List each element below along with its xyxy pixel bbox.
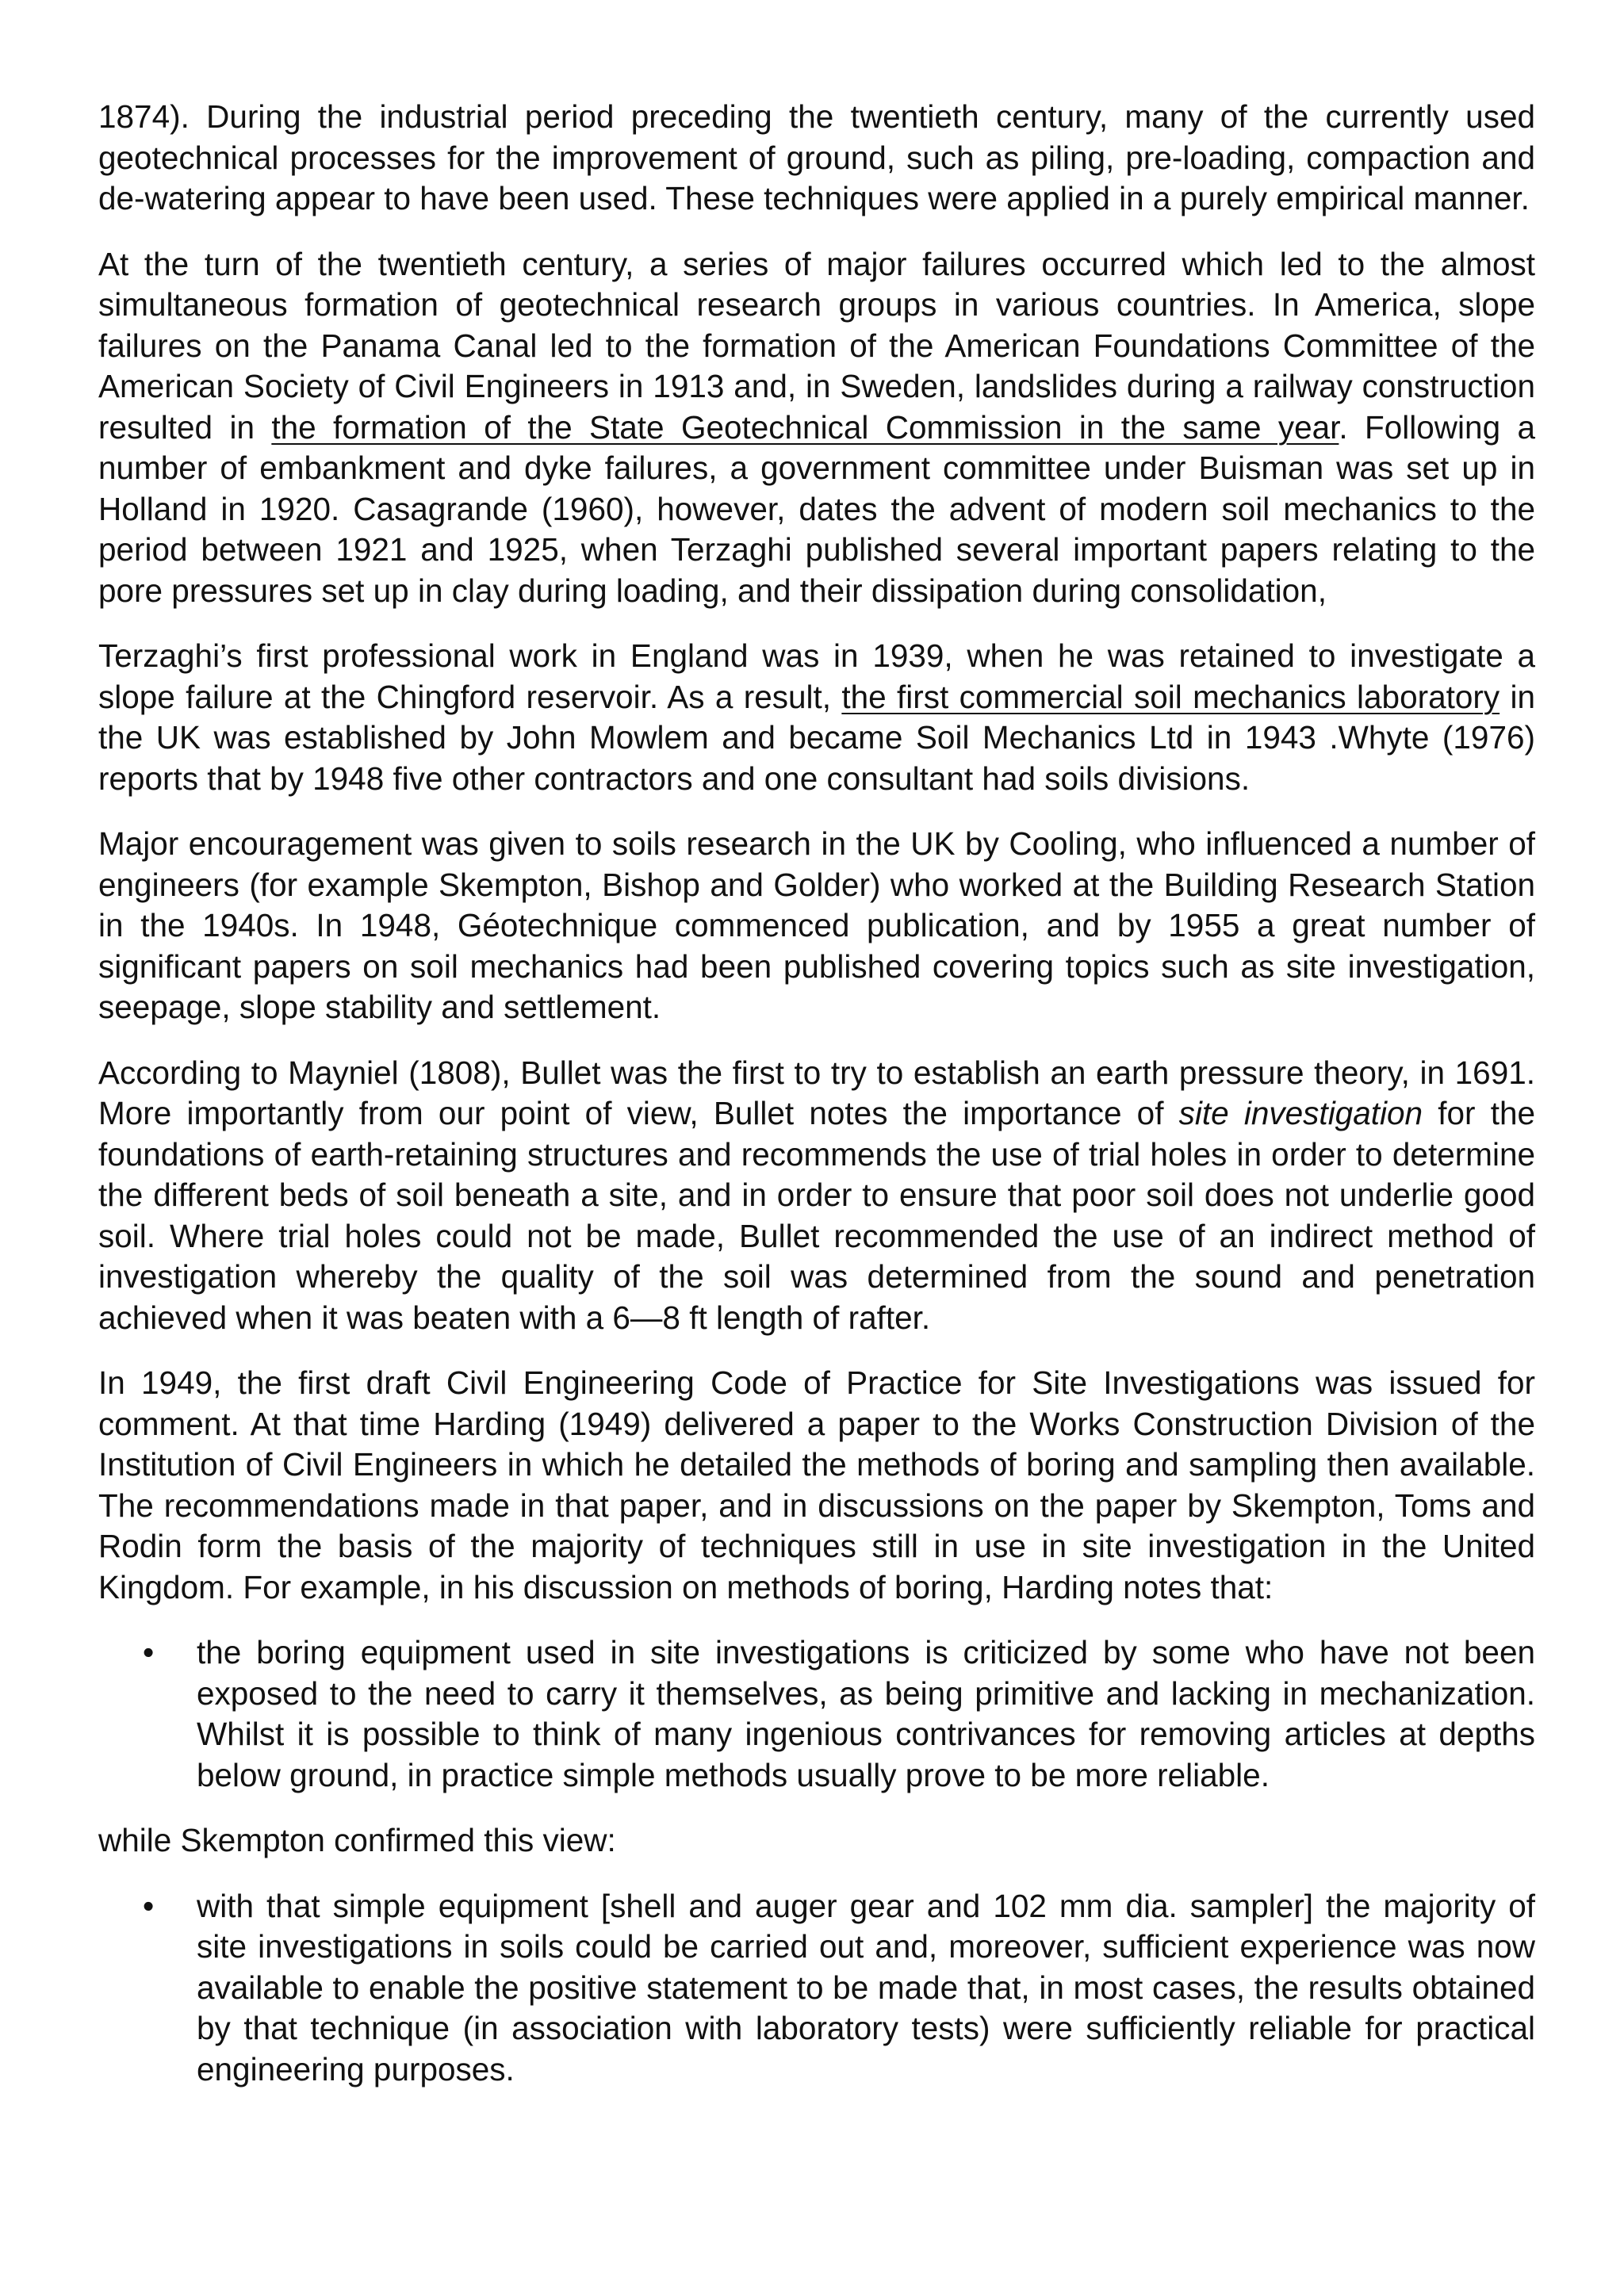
paragraph-terzaghi-england [98, 636, 1535, 799]
paragraph-skempton-confirmed: while Skempton confirmed this view: [98, 1822, 616, 1858]
paragraph-text: . Following a number of embankment and dyke failures, a government committee under Buisman was set up in Holland in 1920. Casagrande (1960), however, dates the advent of modern soil mechanics to the period between 1921 and 1925, when Terzaghi published several important papers relating to the pore pressures set up in clay during loading, and their dissipation during consolidation, [98, 408, 1535, 609]
bullet-icon: • [143, 1634, 155, 1670]
paragraph-text: According to Mayniel (1808), Bullet was the first to try to establish an earth pressure theory, in 1691. More importantly from our point of view, Bullet notes the importance of [98, 1054, 1535, 1131]
paragraph-text: in the UK was established by John Mowlem and became Soil Mechanics Ltd in 1943 .Whyte (1976) reports that by 1948 five other contractors and one consultant had soils divisions. [98, 678, 1535, 797]
paragraph-bullet-earth-pressure [98, 1053, 1535, 1339]
bullet-text-harding: the boring equipment used in site investigations is criticized by some who have not been exposed to the need to carry it themselves, as being primitive and lacking in mechanization. Whilst it is possible to think of many ingenious contrivances for removing articles at depths below ground, in practice simple methods usually prove to be more reliable. [197, 1634, 1535, 1793]
list-item [98, 1886, 1535, 2091]
paragraph-text: Terzaghi’s first professional work in England was in 1939, when he was retained to investigate a slope failure at the Chingford reservoir. As a result, [98, 637, 1535, 715]
paragraph-text: At the turn of the twentieth century, a series of major failures occurred which led to the almost simultaneous formation of geotechnical research groups in various countries. In America, slope failures on the Panama Canal led to the formation of the American Foundations Committee of the American Society of Civil Engineers in 1913 and, in Sweden, landslides during a railway construction resulted in [98, 245, 1535, 446]
italic-text: site investigation [1178, 1095, 1423, 1131]
paragraph-text: for the foundations of earth-retaining structures and recommends the use of trial holes in order to determine the different beds of soil beneath a site, and in order to ensure that poor soil does not underlie good soil. Where trial holes could not be made, Bullet recommended the use of an indirect method of investigation whereby the quality of the soil was determined from the sound and penetration achieved when it was beaten with a 6—8 ft length of rafter. [98, 1095, 1536, 1336]
underlined-text: the first commercial soil mechanics laboratory [841, 678, 1500, 715]
document-page [98, 97, 1535, 2114]
bullet-icon: • [143, 1887, 155, 1924]
paragraph-twentieth-century-failures [98, 244, 1535, 612]
paragraph-soils-research-uk: Major encouragement was given to soils research in the UK by Cooling, who influenced a number of engineers (for example Skempton, Bishop and Golder) who worked at the Building Research Station in the 1940s. In 1948, Géotechnique commenced publication, and by 1955 a great number of significant papers on soil mechanics had been published covering topics such as site investigation, seepage, slope stability and settlement. [98, 825, 1535, 1025]
list-item [98, 1632, 1535, 1796]
paragraph-code-of-practice: In 1949, the first draft Civil Engineering Code of Practice for Site Investigations was issued for comment. At that time Harding (1949) delivered a paper to the Works Construction Division of the Institution of Civil Engineers in which he detailed the methods of boring and sampling then available. The recommendations made in that paper, and in discussions on the paper by Skempton, Toms and Rodin form the basis of the majority of techniques still in use in site investigation in the United Kingdom. For example, in his discussion on methods of boring, Harding notes that: [98, 1364, 1535, 1605]
underlined-text: the formation of the State Geotechnical Commission in the same year [271, 408, 1339, 446]
paragraph-industrial-period: 1874). During the industrial period preceding the twentieth century, many of the currently used geotechnical processes for the improvement of ground, such as piling, pre-loading, compaction and de-watering appear to have been used. These techniques were applied in a purely empirical manner. [98, 98, 1535, 216]
bullet-text-skempton: with that simple equipment [shell and auger gear and 102 mm dia. sampler] the majority of site investigations in soils could be carried out and, moreover, sufficient experience was now available to enable the positive statement to be made that, in most cases, the results obtained by that technique (in association with laboratory tests) were sufficiently reliable for practical engineering purposes. [197, 1887, 1535, 2087]
